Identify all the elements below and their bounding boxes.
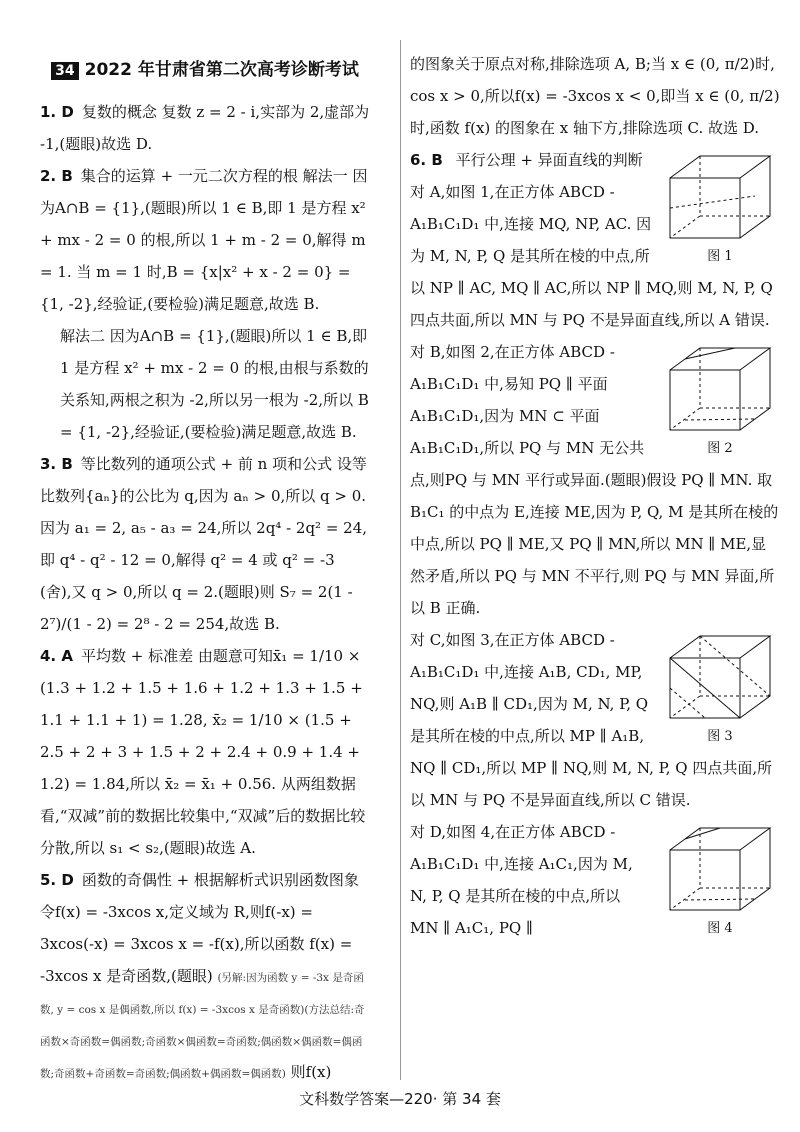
answer-text: 复数的概念 复数 z = 2 - i,实部为 2,虚部为 -1,(题眼)故选 D. [40,103,370,153]
right-column [410,48,780,944]
question-6-part-c [410,624,780,816]
answer-text: 的图象关于原点对称,排除选项 A, B;当 x ∈ (0, π/2)时, cos x > 0,所以f(x) = -3xcos x < 0,即当 x ∈ (0, π/2)时,函数 f(x) 的图象在 x 轴下方,排除选项 C. 故选 D. [410,55,780,137]
answer-text: 等比数列的通项公式 + 前 n 项和公式 设等比数列{aₙ}的公比为 q,因为 aₙ > 0,所以 q > 0. 因为 a₁ = 2, a₅ - a₃ = 24,所以 2q⁴ - 2q² = 24,即 q⁴ - q² - 12 = 0,解得 q² = 4 或 q² = -3 (舍),又 q > 0,所以 q = 2.(题眼)则 S₇ = 2(1 - 2⁷)/(1 - 2) = 2⁸ - 2 = 254,故选 B. [40,455,368,633]
question-number: 4. A [40,647,73,665]
answer-text: 函数的奇偶性 + 根据解析式识别函数图象 令f(x) = -3xcos x,定义域为 R,则f(-x) = 3xcos(-x) = 3xcos x = -f(x),所以函数 f(x) = -3xcos x 是奇函数,(题眼) [40,871,359,985]
figure-caption: 图 2 [707,441,733,456]
question-number: 2. B [40,167,73,185]
figure-caption: 图 1 [707,249,733,264]
side-note: (另解:因为函数 y = -3x 是奇函数, y = cos x 是偶函数,所以 f(x) = -3xcos x 是奇函数)(方法总结:奇函数×奇函数=偶函数;奇函数×偶函数=奇函数;偶函数×偶函数=偶函数;奇函数+奇函数=奇函数;偶函数+偶函数=偶函数) [40,972,365,1080]
question-6 [410,144,780,336]
figure-4 [660,820,780,938]
question-5-continued [410,48,780,144]
answer-text: 平行公理 + 异面直线的判断 对 A,如图 1,在正方体 ABCD - A₁B₁C₁D₁ 中,连接 MQ, NP, AC. 因为 M, N, P, Q 是其所在棱的中点,所以 NP ∥ AC, MQ ∥ AC,所以 NP ∥ MQ,则 M, N, P, Q 四点共面,所以 MN 与 PQ 不是异面直线,所以 A 错误. [410,151,773,329]
answer-text: 对 B,如图 2,在正方体 ABCD - A₁B₁C₁D₁ 中,易知 PQ ∥ 平面 A₁B₁C₁D₁,因为 MN ⊂ 平面 A₁B₁C₁D₁,所以 PQ 与 MN 无公共点,则PQ 与 MN 平行或异面.(题眼)假设 PQ ∥ MN. 取 B₁C₁ 的中点为 E,连接 ME,因为 P, Q, M 是其所在棱的中点,所以 PQ ∥ ME,又 PQ ∥ MN,所以 MN ∥ ME,显然矛盾,所以 PQ 与 MN 不平行,则 PQ 与 MN 异面,所以 B 正确. [410,343,779,617]
answer-text: 平均数 + 标准差 由题意可知x̄₁ = 1/10 × (1.3 + 1.2 + 1.5 + 1.6 + 1.2 + 1.3 + 1.5 + 1.1 + 1.1 + 1) = 1.28, x̄₂ = 1/10 × (1.5 + 2.5 + 2 + 3 + 1.5 + 2 + 2.4 + 0.9 + 1.4 + 1.2) = 1.84,所以 x̄₂ = x̄₁ + 0.56. 从两组数据看,“双减”前的数据比较集中,“双减”后的数据比较分散,所以 s₁ < s₂,(题眼)故选 A. [40,647,366,857]
question-6-part-b [410,336,780,624]
page-footer: 文科数学答案—220· 第 34 套 [299,1090,501,1108]
question-2 [40,160,370,320]
answer-text: 解法二 因为A∩B = {1},(题眼)所以 1 ∈ B,即 1 是方程 x² + mx - 2 = 0 的根,由根与系数的关系知,两根之积为 -2,所以另一根为 -2,所以 B = {1, -2},经验证,(要检验)满足题意,故选 B. [60,327,369,441]
column-divider [400,40,401,1080]
figure-3 [660,628,780,746]
figure-caption: 图 4 [707,921,733,936]
answer-text: 对 D,如图 4,在正方体 ABCD - A₁B₁C₁D₁ 中,连接 A₁C₁,因为 M, N, P, Q 是其所在棱的中点,所以 MN ∥ A₁C₁, PQ ∥ [410,823,633,937]
question-6-part-d [410,816,780,944]
figure-2 [660,340,780,458]
figure-caption: 图 3 [707,729,733,744]
cube-figure-2 [660,340,780,440]
page-title [40,48,370,92]
question-number: 6. B [410,151,443,169]
figure-1 [660,148,780,266]
question-3 [40,448,370,640]
answer-text: 对 C,如图 3,在正方体 ABCD - A₁B₁C₁D₁ 中,连接 A₁B, CD₁, MP, NQ,则 A₁B ∥ CD₁,因为 M, N, P, Q 是其所在棱的中点,所以 MP ∥ A₁B, NQ ∥ CD₁,所以 MP ∥ NQ,则 M, N, P, Q 四点共面,所以 MN 与 PQ 不是异面直线,所以 C 错误. [410,631,773,809]
question-number: 1. D [40,103,74,121]
cube-figure-3 [660,628,780,728]
exam-title: 2022 年甘肃省第二次高考诊断考试 [84,60,359,80]
question-number: 3. B [40,455,73,473]
question-1 [40,96,370,160]
cube-figure-1 [660,148,780,248]
question-5 [40,864,370,1088]
cube-figure-4 [660,820,780,920]
answer-text: 集合的运算 + 一元二次方程的根 解法一 因为A∩B = {1},(题眼)所以 1 ∈ B,即 1 是方程 x² + mx - 2 = 0 的根,所以 1 + m - 2 = 0,解得 m = 1. 当 m = 1 时,B = {x|x² + x - 2 = 0} = {1, -2},经验证,(要检验)满足题意,故选 B. [40,167,368,313]
question-number: 5. D [40,871,74,889]
question-4 [40,640,370,864]
set-number-badge: 34 [51,62,78,80]
question-2-method-2 [40,320,370,448]
answer-text-tail: 则f(x) [290,1063,332,1081]
left-column [40,48,370,1088]
